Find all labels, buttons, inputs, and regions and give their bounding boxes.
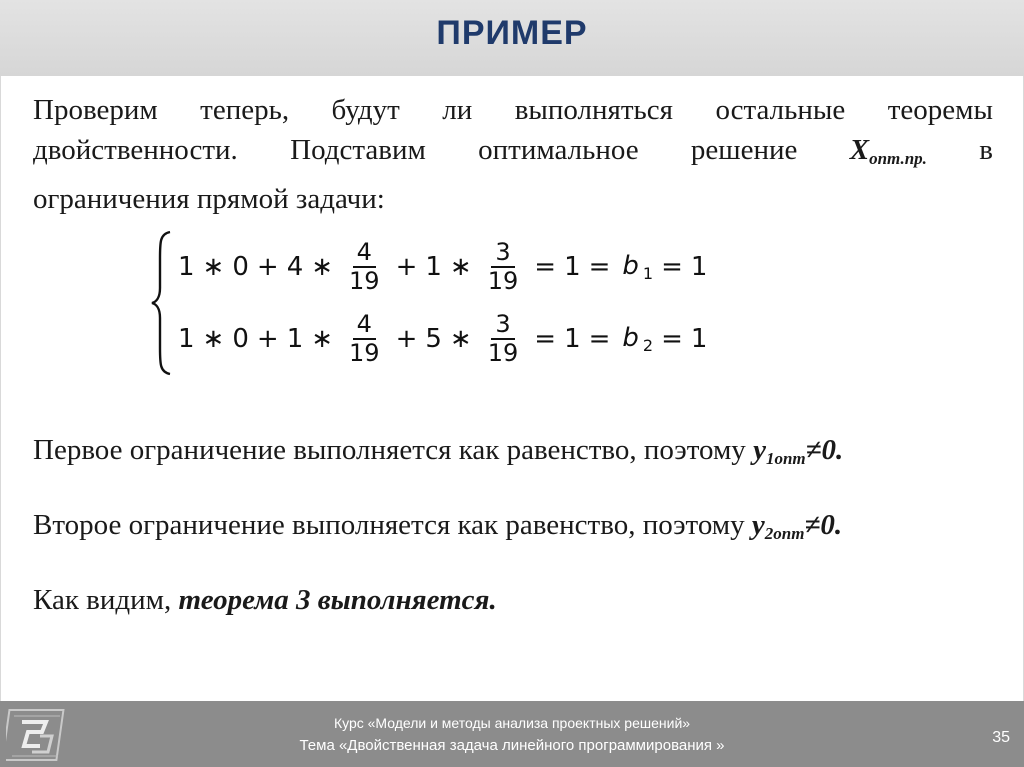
fraction: $\frac{4}{19}$	[349, 310, 380, 367]
curly-brace-icon	[150, 228, 172, 378]
intro-line-1	[33, 90, 993, 130]
intro-word: остальные	[715, 94, 846, 126]
intro-word: в	[979, 134, 993, 166]
theorem-emphasis: теорема 3 выполняется.	[178, 584, 497, 616]
fraction: $\frac{3}{19}$	[487, 238, 519, 295]
fraction: $\frac{3}{19}$	[487, 310, 519, 367]
intro-word: ли	[442, 94, 473, 126]
slide-header	[0, 0, 1024, 76]
intro-word: Проверим	[33, 94, 158, 126]
intro-line-2	[33, 130, 993, 179]
intro-word: будут	[331, 94, 400, 126]
conclusion-line: Как видим, теорема 3 выполняется.	[33, 584, 497, 616]
fraction: $\frac{4}{19}$	[349, 238, 380, 295]
x-opt-symbol: $X_{опт.пр.}$	[849, 134, 927, 168]
first-constraint-line: Первое ограничение выполняется как равенство, поэтому $y_{1опт}\ne 0$.	[33, 434, 844, 468]
y2-symbol: $y_{2опт}$	[751, 509, 805, 543]
course-name: Курс «Модели и методы анализа проектных решений»	[333, 715, 691, 731]
intro-word: двойственности.	[33, 134, 238, 166]
equation-row-1: 1 ∗ 0 + 4 ∗ $\frac{4}{19}$ + 1 ∗ $\frac{3}{19}$ = 1 = b $_1$ = 1	[178, 238, 708, 295]
equation-system	[150, 228, 708, 378]
intro-word: теоремы	[887, 94, 993, 126]
intro-word: решение	[690, 134, 798, 166]
second-constraint-line: Второе ограничение выполняется как равенство, поэтому $y_{2опт}\ne 0$.	[33, 509, 843, 543]
intro-word: оптимальное	[478, 134, 639, 166]
slide-footer	[0, 701, 1024, 767]
intro-word: теперь,	[200, 94, 290, 126]
intro-line-3: ограничения прямой задачи:	[33, 183, 385, 215]
slide-title: ПРИМЕР	[436, 14, 588, 52]
page-number: 35	[992, 729, 1010, 746]
intro-word: Подставим	[290, 134, 426, 166]
intro-word: выполняться	[514, 94, 673, 126]
equation-row-2: 1 ∗ 0 + 1 ∗ $\frac{4}{19}$ + 5 ∗ $\frac{3}{19}$ = 1 = b $_2$ = 1	[178, 310, 708, 367]
y1-symbol: $y_{1опт}$	[753, 434, 806, 468]
topic-name: Тема «Двойственная задача линейного программирования »	[299, 737, 725, 754]
intro-paragraph	[33, 90, 993, 219]
